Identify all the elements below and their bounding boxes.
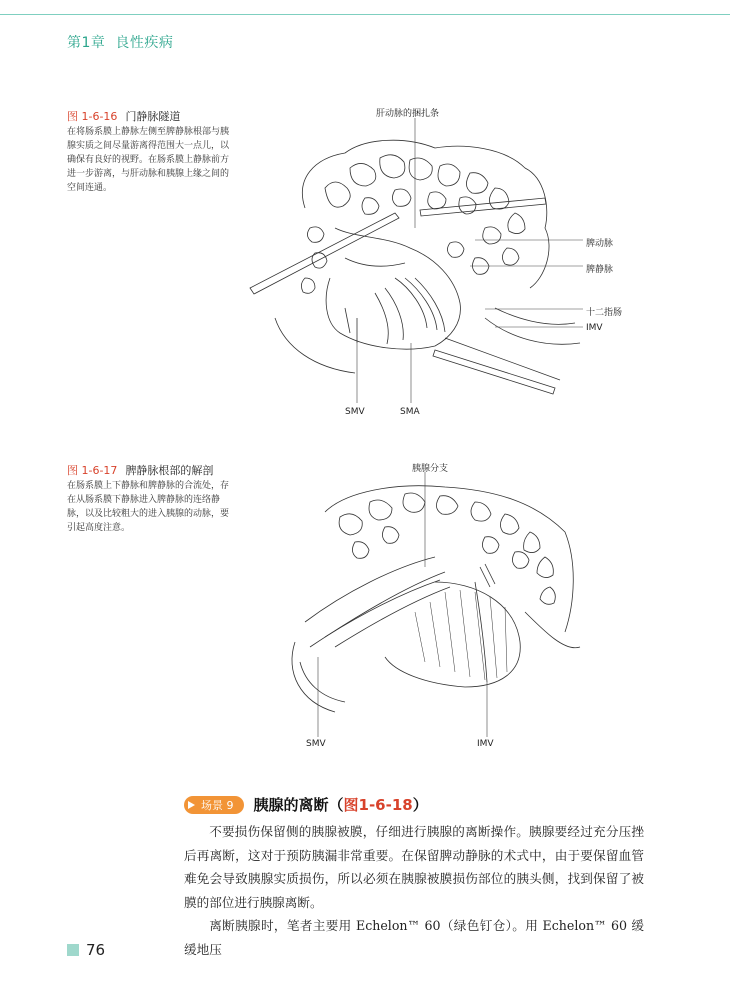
scene-heading [184,794,428,815]
page-number: 76 [86,941,106,959]
figure1-label-sma: SMA [400,407,420,417]
figure2-title [67,462,213,478]
figure1-number: 图 1-6-16 [67,110,118,123]
figure1-label-duodenum: 十二指肠 [586,308,623,318]
chapter-number: 第1章 [67,35,106,51]
body-text [184,820,644,961]
chapter-title: 良性疾病 [115,35,174,51]
figure1-label-imv: IMV [586,323,603,333]
scene-title-close: ） [412,796,428,814]
figure1-label-splenic-vein: 脾静脉 [586,265,614,275]
figure2-title-text: 脾静脉根部的解剖 [125,464,214,477]
body-paragraph-2: 离断胰腺时，笔者主要用 Echelon™ 60（绿色钉仓）。用 Echelon™ 60 缓缓地压 [184,918,644,957]
figure1-title-text: 门静脉隧道 [125,110,181,123]
figure2-label-imv: IMV [477,739,494,749]
scene-badge [184,796,244,814]
chapter-header [67,32,183,52]
figure2-illustration [265,472,585,742]
page-number-marker [67,944,79,956]
scene-figure-ref[interactable]: 图1-6-18 [343,796,413,814]
header-rule [0,14,730,15]
figure1-illustration [245,118,605,418]
figure2-description: 在肠系膜上下静脉和脾静脉的合流处，存在从肠系膜下静脉进入脾静脉的连络静脉，以及比较粗大的进入胰腺的动脉，要引起高度注意。 [67,481,230,533]
figure2-label-pancreatic-branch: 胰腺分支 [412,464,449,474]
scene-title-text: 胰腺的离断（ [253,796,344,814]
play-triangle-icon [188,801,195,809]
scene-title [254,794,428,815]
figure1-description: 在将肠系膜上静脉左侧至脾静脉根部与胰腺实质之间尽量游离得范围大一点儿，以确保有良好的视野。在肠系膜上静脉前方进一步游离，与肝动脉和胰腺上缘之间的空间连通。 [67,127,230,193]
figure1-title [67,108,180,124]
figure2-number: 图 1-6-17 [67,464,118,477]
figure1-label-smv: SMV [345,407,365,417]
body-paragraph-1: 不要损伤保留侧的胰腺被膜，仔细进行胰腺的离断操作。胰腺要经过充分压挫后再离断，这对于预防胰漏非常重要。在保留脾动静脉的术式中，由于要保留血管难免会导致胰腺实质损伤，所以必须在胰腺被膜损伤部位的胰头侧，找到保留了被膜的部位进行胰腺离断。 [184,824,644,910]
figure2-label-smv: SMV [306,739,326,749]
figure1-label-hepatic-tape: 肝动脉的捆扎条 [376,109,440,119]
scene-badge-label: 场景 9 [201,798,234,812]
figure1-label-splenic-artery: 脾动脉 [586,239,614,249]
